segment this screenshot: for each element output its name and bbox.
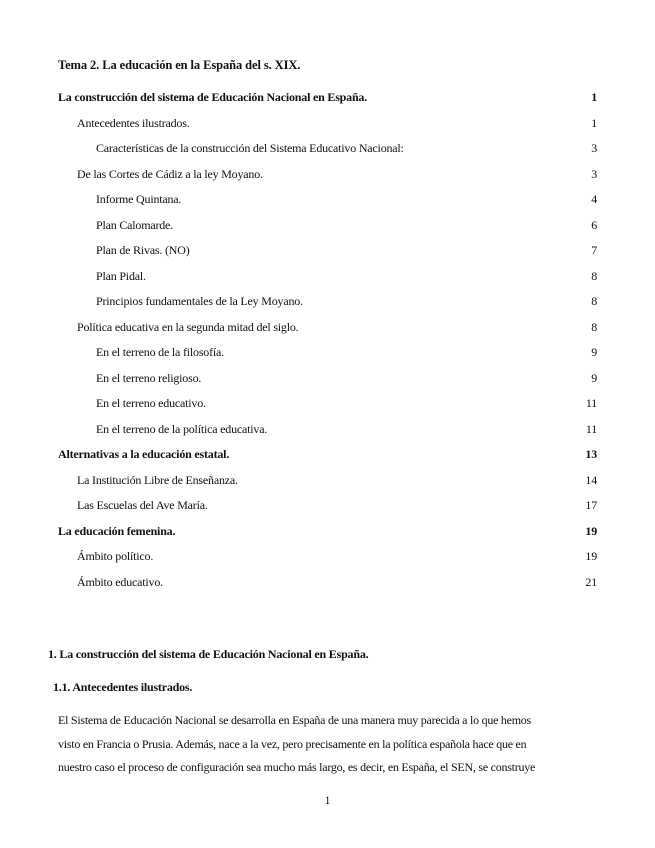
toc-entry-label[interactable]: La educación femenina. — [58, 523, 176, 538]
toc-entry-page[interactable]: 8 — [591, 294, 597, 308]
toc-entry[interactable] — [0, 116, 655, 142]
toc-entry-label[interactable]: Plan de Rivas. (NO) — [96, 243, 190, 257]
toc-entry[interactable] — [0, 345, 655, 371]
toc-entry-label[interactable]: Ámbito educativo. — [77, 574, 163, 589]
toc-entry-label[interactable]: En el terreno de la filosofía. — [96, 345, 224, 359]
toc-entry-page[interactable]: 8 — [591, 319, 597, 334]
toc-entry[interactable] — [0, 218, 655, 244]
toc-entry-label[interactable]: Las Escuelas del Ave María. — [77, 498, 208, 512]
toc-entry-page[interactable]: 9 — [591, 345, 597, 359]
toc-entry[interactable] — [0, 269, 655, 295]
toc-entry-label[interactable]: Política educativa en la segunda mitad del siglo. — [77, 319, 299, 334]
section-heading: 1. La construcción del sistema de Educación Nacional en España. — [48, 647, 369, 661]
toc-entry-label[interactable]: La construcción del sistema de Educación Nacional en España. — [58, 90, 368, 104]
toc-entry[interactable] — [0, 243, 655, 269]
toc-entry-label[interactable]: De las Cortes de Cádiz a la ley Moyano. — [77, 166, 263, 181]
toc-entry[interactable] — [0, 524, 655, 550]
toc-entry[interactable] — [0, 549, 655, 575]
toc-entry-label[interactable]: Principios fundamentales de la Ley Moyano. — [96, 294, 303, 308]
toc-entry-label[interactable]: En el terreno de la política educativa. — [96, 421, 268, 436]
toc-entry-page[interactable]: 17 — [585, 498, 597, 512]
toc-entry[interactable] — [0, 141, 655, 167]
toc-entry-page[interactable]: 1 — [591, 115, 597, 130]
toc-entry[interactable] — [0, 192, 655, 218]
toc-entry[interactable] — [0, 396, 655, 422]
toc-entry[interactable] — [0, 371, 655, 397]
toc-entry-page[interactable]: 13 — [585, 447, 597, 461]
toc-entry-page[interactable]: 9 — [591, 370, 597, 385]
toc-entry-label[interactable]: Ámbito político. — [77, 549, 154, 563]
toc-entry[interactable] — [0, 294, 655, 320]
toc-entry[interactable] — [0, 473, 655, 499]
toc-entry[interactable] — [0, 320, 655, 346]
subsection-heading: 1.1. Antecedentes ilustrados. — [53, 680, 193, 694]
toc-entry[interactable] — [0, 422, 655, 448]
toc-entry-page[interactable]: 11 — [585, 396, 597, 410]
document-title: Tema 2. La educación en la España del s. XIX. — [58, 58, 301, 72]
paragraph-line: nuestro caso el proceso de configuración sea mucho más largo, es decir, en España, el SEN, se construye — [58, 760, 536, 774]
toc-entry-page[interactable]: 19 — [585, 523, 597, 538]
toc-entry[interactable] — [0, 498, 655, 524]
toc-entry-page[interactable]: 4 — [591, 192, 597, 206]
page-number: 1 — [324, 793, 331, 807]
toc-entry[interactable] — [0, 575, 655, 601]
toc-entry[interactable] — [0, 447, 655, 473]
toc-entry-page[interactable]: 1 — [591, 90, 597, 104]
paragraph-line: visto en Francia o Prusia. Además, nace a la vez, pero precisamente en la política española hace que en — [58, 736, 527, 751]
toc-entry-page[interactable]: 19 — [585, 549, 597, 563]
toc-entry-page[interactable]: 6 — [591, 217, 597, 232]
toc-entry-page[interactable]: 8 — [591, 268, 597, 283]
paragraph-line: El Sistema de Educación Nacional se desarrolla en España de una manera muy parecida a lo que hemos — [58, 713, 531, 727]
toc-entry-label[interactable]: En el terreno educativo. — [96, 396, 206, 410]
toc-entry-page[interactable]: 11 — [585, 421, 597, 436]
toc-entry-label[interactable]: En el terreno religioso. — [96, 370, 202, 385]
toc-entry-page[interactable]: 7 — [591, 243, 597, 257]
toc-entry[interactable] — [0, 90, 655, 116]
toc-entry-label[interactable]: Plan Pidal. — [96, 268, 146, 283]
toc-entry-label[interactable]: Informe Quintana. — [96, 192, 182, 206]
toc-entry-page[interactable]: 21 — [585, 574, 597, 589]
toc-entry-page[interactable]: 3 — [591, 141, 597, 155]
toc-entry-label[interactable]: La Institución Libre de Enseñanza. — [77, 472, 238, 487]
table-of-contents — [0, 90, 655, 600]
toc-entry-label[interactable]: Antecedentes ilustrados. — [77, 115, 190, 130]
toc-entry-label[interactable]: Alternativas a la educación estatal. — [58, 447, 230, 461]
toc-entry-label[interactable]: Plan Calomarde. — [96, 217, 173, 232]
body-paragraph — [58, 709, 598, 780]
toc-entry-page[interactable]: 3 — [591, 166, 597, 181]
toc-entry-page[interactable]: 14 — [585, 472, 597, 487]
toc-entry-label[interactable]: Características de la construcción del Sistema Educativo Nacional: — [96, 141, 404, 155]
toc-entry[interactable] — [0, 167, 655, 193]
